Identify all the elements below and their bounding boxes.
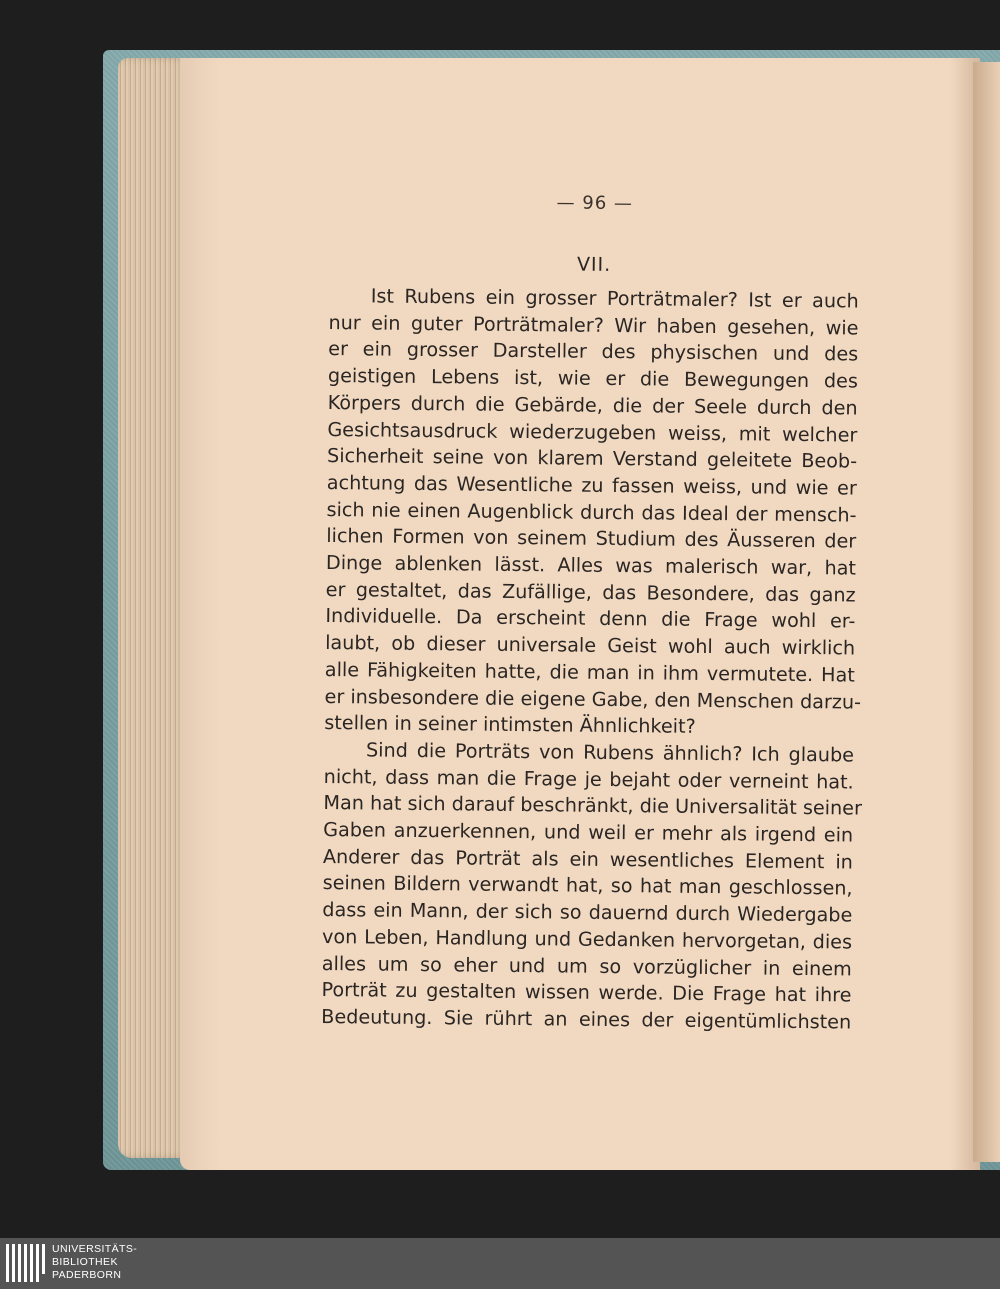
text-line: Sind die Porträts von Rubens ähnlich? Ich glaube xyxy=(365,738,855,767)
library-logo-text xyxy=(52,1243,137,1282)
text-line: nicht, dass man die Frage je bejaht oder verneint hat. xyxy=(323,764,854,794)
text-line: Man hat sich darauf beschränkt, die Universalität seiner xyxy=(323,791,863,820)
text-line: von Leben, Handlung und Gedanken hervorgetan, dies xyxy=(321,924,853,954)
text-line: alles um so eher und um so vorzüglicher in einem xyxy=(321,951,852,981)
text-line: Gesichtsausdruck wiederzugeben weiss, mit welcher xyxy=(327,417,858,447)
logo-line: UNIVERSITÄTS- xyxy=(52,1243,138,1255)
text-line: geistigen Lebens ist, wie er die Bewegungen des xyxy=(327,364,859,393)
library-bars-icon xyxy=(6,1244,46,1284)
text-line: Bedeutung. Sie rührt an eines der eigentümlichsten xyxy=(321,1004,852,1034)
paragraph-2 xyxy=(321,737,863,1036)
text-line: er insbesondere die eigene Gabe, den Menschen darzu- xyxy=(324,684,862,714)
text-line: Sicherheit seine von klarem Verstand geleitete Beob- xyxy=(326,444,858,473)
text-line: sich nie einen Augenblick durch das Ideal der mensch- xyxy=(326,497,857,527)
text-line: seinen Bildern verwandt hat, so hat man geschlossen, xyxy=(322,871,853,900)
text-line: stellen in seiner intimsten Ähnlichkeit? xyxy=(324,711,696,739)
page-number: — 96 — xyxy=(556,192,634,215)
text-line: nur ein guter Porträtmaler? Wir haben gesehen, wie xyxy=(328,310,859,340)
paragraph-1 xyxy=(324,283,862,742)
page-edges xyxy=(118,58,188,1158)
chapter-heading: VII. xyxy=(576,253,612,276)
logo-line: BIBLIOTHEK xyxy=(52,1256,118,1268)
text-line: Individuelle. Da erscheint denn die Frage wohl er- xyxy=(325,604,856,633)
text-line: Ist Rubens ein grosser Porträtmaler? Ist er auch xyxy=(370,284,859,313)
text-line: Dinge ablenken lässt. Alles was malerisch war, hat xyxy=(325,551,857,580)
text-line: Porträt zu gestalten wissen werde. Die Frage hat ihre xyxy=(321,978,852,1007)
page-text xyxy=(321,180,863,1036)
text-line: achtung das Wesentliche zu fassen weiss, und wie er xyxy=(326,470,857,500)
text-line: lichen Formen von seinem Studium des Äusseren der xyxy=(326,524,857,553)
text-line: Körpers durch die Gebärde, die der Seele durch den xyxy=(327,390,858,420)
logo-line: PADERBORN xyxy=(52,1269,122,1281)
text-line: laubt, ob dieser universale Geist wohl auch wirklich xyxy=(325,631,856,660)
facing-page-edge xyxy=(973,62,1000,1162)
text-line: alle Fähigkeiten hatte, die man in ihm vermutete. Hat xyxy=(324,657,855,687)
text-line: er ein grosser Darsteller des physischen und des xyxy=(328,337,859,366)
text-line: Anderer das Porträt als ein wesentliches Element in xyxy=(322,844,854,874)
text-line: er gestaltet, das Zufällige, das Besondere, das ganz xyxy=(325,577,856,607)
text-line: dass ein Mann, der sich so dauernd durch Wiedergabe xyxy=(322,898,853,927)
text-line: Gaben anzuerkennen, und weil er mehr als irgend ein xyxy=(323,818,854,847)
library-footer xyxy=(0,1238,1000,1289)
